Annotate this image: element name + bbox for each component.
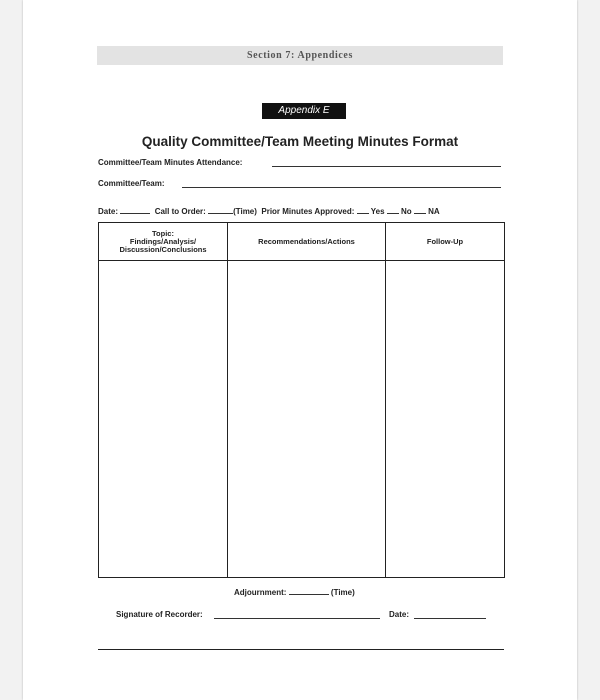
- appendix-label: Appendix E: [262, 103, 346, 119]
- adjournment-line: [234, 586, 355, 597]
- na-label: NA: [428, 207, 440, 216]
- signature-date-label: Date:: [389, 610, 410, 619]
- recommendations-column-header: Recommendations/Actions: [228, 223, 386, 261]
- adjournment-label: Adjournment:: [234, 588, 287, 597]
- signature-date-blank: [414, 618, 486, 619]
- attendance-blank: [272, 166, 501, 167]
- meeting-info-line: [98, 205, 440, 216]
- attendance-label: Committee/Team Minutes Attendance:: [98, 158, 243, 167]
- topic-cell[interactable]: [99, 261, 228, 578]
- call-to-order-label: Call to Order:: [154, 207, 206, 216]
- call-time-blank: [208, 205, 233, 214]
- form-title: Quality Committee/Team Meeting Minutes Format: [141, 134, 459, 149]
- table-row: [99, 261, 505, 578]
- signature-label: Signature of Recorder:: [116, 610, 203, 619]
- yes-label: Yes: [370, 207, 385, 216]
- adjournment-time-label: (Time): [330, 588, 355, 597]
- topic-column-header: Topic: Findings/Analysis/ Discussion/Conclusions: [99, 223, 228, 261]
- adjournment-blank: [289, 586, 329, 595]
- team-blank: [182, 187, 501, 188]
- no-label: No: [401, 207, 412, 216]
- table-header-row: [99, 223, 505, 261]
- follow-up-cell[interactable]: [386, 261, 505, 578]
- yes-blank: [357, 205, 369, 214]
- na-blank: [414, 205, 426, 214]
- prior-minutes-label: Prior Minutes Approved:: [261, 207, 355, 216]
- date-label: Date:: [98, 207, 119, 216]
- call-time-label: (Time): [233, 207, 257, 216]
- signature-blank: [214, 618, 380, 619]
- bottom-rule: [98, 649, 504, 650]
- minutes-table: [98, 222, 505, 578]
- team-label: Committee/Team:: [98, 179, 165, 188]
- follow-up-column-header: Follow-Up: [386, 223, 505, 261]
- no-blank: [387, 205, 399, 214]
- date-blank: [120, 205, 150, 214]
- section-header: Section 7: Appendices: [97, 46, 503, 65]
- recommendations-cell[interactable]: [228, 261, 386, 578]
